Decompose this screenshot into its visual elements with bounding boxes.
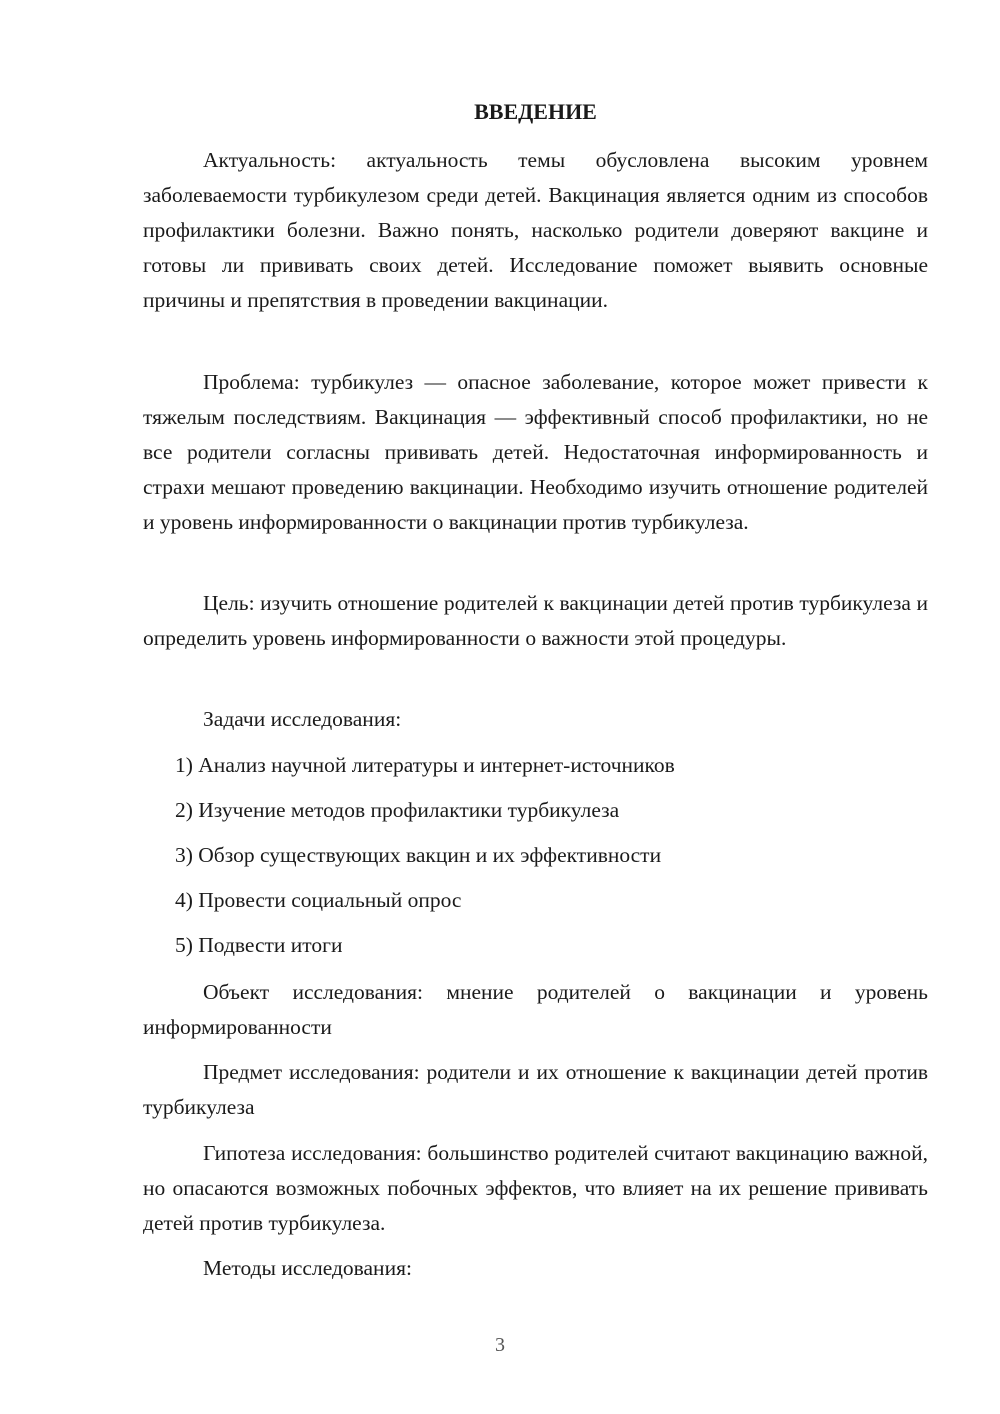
- goal-paragraph: Цель: изучить отношение родителей к вакцинации детей против турбикулеза и определить уровень информированности о важности этой процедуры.: [143, 591, 928, 650]
- task-item: 1) Анализ научной литературы и интернет-источников: [175, 753, 675, 777]
- task-item: 2) Изучение методов профилактики турбикулеза: [175, 798, 620, 822]
- page-number: 3: [495, 1334, 505, 1356]
- hypothesis-paragraph: Гипотеза исследования: большинство родителей считают вакцинацию важной, но опасаются возможных побочных эффектов, что влияет на их решение прививать детей против турбикулеза.: [143, 1141, 928, 1235]
- tasks-heading: Задачи исследования:: [203, 707, 402, 731]
- task-item: 5) Подвести итоги: [175, 933, 343, 957]
- task-item: 3) Обзор существующих вакцин и их эффективности: [175, 843, 662, 867]
- task-item: 4) Провести социальный опрос: [175, 888, 462, 912]
- subject-paragraph: Предмет исследования: родители и их отношение к вакцинации детей против турбикулеза: [143, 1060, 928, 1119]
- problem-paragraph: Проблема: турбикулез — опасное заболевание, которое может привести к тяжелым последствиям. Вакцинация — эффективный способ профилактики, но не все родители согласны прививать детей. Недостаточная информированность и страхи мешают проведению вакцинации. Необходимо изучить отношение родителей и уровень информированности о вакцинации против турбикулеза.: [143, 370, 928, 534]
- object-paragraph: Объект исследования: мнение родителей о вакцинации и уровень информированности: [143, 980, 928, 1039]
- relevance-paragraph: Актуальность: актуальность темы обусловлена высоким уровнем заболеваемости турбикулезом среди детей. Вакцинация является одним из способов профилактики болезни. Важно понять, насколько родители доверяют вакцине и готовы ли прививать своих детей. Исследование поможет выявить основные причины и препятствия в проведении вакцинации.: [143, 148, 928, 312]
- methods-heading: Методы исследования:: [203, 1256, 412, 1280]
- section-title: ВВЕДЕНИЕ: [474, 99, 597, 124]
